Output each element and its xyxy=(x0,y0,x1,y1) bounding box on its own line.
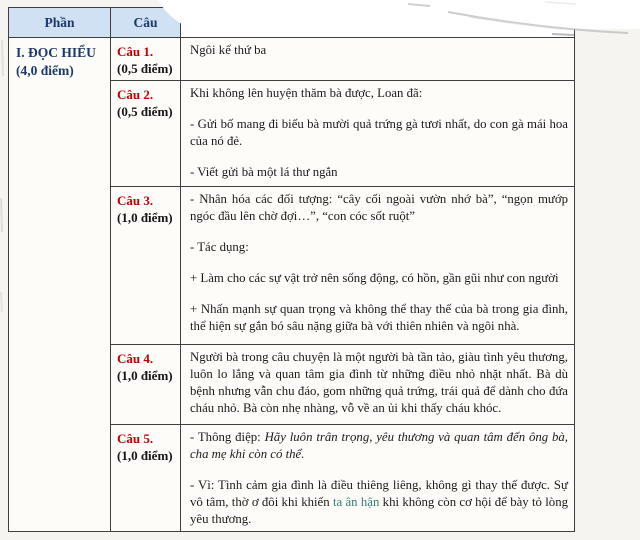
edge-mark-1 xyxy=(2,40,3,76)
answer-cell xyxy=(181,425,575,532)
section-points: (4,0 điểm) xyxy=(16,63,74,78)
text-segment-highlight: ta ân hận xyxy=(332,495,380,509)
table-header xyxy=(9,8,575,38)
answer-paragraph xyxy=(190,301,568,335)
answer-rows xyxy=(9,38,575,532)
question-points: (1,0 điểm) xyxy=(117,210,173,225)
header-cau: Câu xyxy=(111,8,181,38)
text-segment-normal: - Gửi bố mang đi biếu bà mười quả trứng gà tươi nhất, do con gà mái hoa của nó đẻ. xyxy=(190,117,568,148)
question-cell xyxy=(111,345,181,425)
answer-cell xyxy=(181,187,575,345)
text-segment-normal: - Nhân hóa các đối tượng: “cây cối ngoài vườn nhớ bà”, “ngọn mướp ngóc đầu lên chờ đợi…”, “con cóc sốt ruột” xyxy=(190,192,568,223)
text-segment-normal: + Nhấn mạnh sự quan trọng và không thể thay thế của bà trong gia đình, thể hiện sự gắn bó sâu nặng giữa bà với thiên nhiên và ngôi nhà. xyxy=(190,302,568,333)
answer-cell xyxy=(181,345,575,425)
answer-paragraph xyxy=(190,239,568,256)
answer-paragraph xyxy=(190,85,568,102)
answer-cell xyxy=(181,38,575,81)
question-label: Câu 1. xyxy=(117,44,154,59)
question-points: (1,0 điểm) xyxy=(117,368,173,383)
question-label: Câu 5. xyxy=(117,431,154,446)
answer-key-table xyxy=(8,7,575,532)
text-segment-normal: Ngôi kể thứ ba xyxy=(190,43,267,57)
answer-cell xyxy=(181,81,575,187)
edge-mark-3 xyxy=(1,292,2,312)
question-cell xyxy=(111,81,181,187)
question-label: Câu 2. xyxy=(117,87,154,102)
edge-mark-2 xyxy=(1,198,2,232)
header-phan: Phần xyxy=(9,8,111,38)
text-segment-normal: Người bà trong câu chuyện là một người bà tần tảo, giàu tình yêu thương, luôn lo lắng và quan tâm gia đình từ những điều nhỏ nhặt nhất. Bà dù bệnh nhưng vẫn chu đáo, gom những quả trứng, trái quả để dành cho đứa cháu nhỏ. Bà còn nhẹ nhàng, vỗ về an ủi khi thấy cháu khóc. xyxy=(190,350,568,415)
question-label: Câu 3. xyxy=(117,193,154,208)
table-row xyxy=(9,38,575,81)
header-content-erased xyxy=(181,8,575,38)
text-segment-normal: - Tác dụng: xyxy=(190,240,249,254)
question-cell xyxy=(111,38,181,81)
answer-paragraph xyxy=(190,477,568,528)
text-segment-normal: khi không còn cơ hội để bày tỏ lòng yêu thương. xyxy=(190,495,568,526)
question-label: Câu 4. xyxy=(117,351,154,366)
question-points: (1,0 điểm) xyxy=(117,448,173,463)
answer-paragraph xyxy=(190,164,568,181)
text-segment-normal: Khi không lên huyện thăm bà được, Loan đã: xyxy=(190,86,423,100)
text-segment-normal: - Thông điệp: xyxy=(190,430,265,444)
question-cell xyxy=(111,187,181,345)
smudge-dash xyxy=(408,4,430,6)
answer-paragraph xyxy=(190,42,568,59)
answer-paragraph xyxy=(190,429,568,463)
section-cell xyxy=(9,38,111,532)
text-segment-normal: - Viết gửi bà một lá thư ngắn xyxy=(190,165,338,179)
text-segment-italic: Hãy luôn trân trọng, yêu thương và quan tâm đến ông bà, cha mẹ khi còn có thể. xyxy=(190,430,568,461)
answer-paragraph xyxy=(190,349,568,417)
question-cell xyxy=(111,425,181,532)
text-segment-normal: - Vì: Tình cảm gia đình là điều thiêng liêng, không gì thay thế được. Sự vô tâm, thờ ơ đôi khi khiến xyxy=(190,478,568,509)
question-points: (0,5 điểm) xyxy=(117,61,173,76)
text-segment-normal: + Làm cho các sự vật trở nên sống động, có hồn, gần gũi như con người xyxy=(190,271,559,285)
answer-paragraph xyxy=(190,191,568,225)
question-points: (0,5 điểm) xyxy=(117,104,173,119)
smudge-dash-faint xyxy=(545,2,576,4)
section-title: I. ĐỌC HIỂU xyxy=(16,45,96,60)
answer-paragraph xyxy=(190,270,568,287)
answer-paragraph xyxy=(190,116,568,150)
